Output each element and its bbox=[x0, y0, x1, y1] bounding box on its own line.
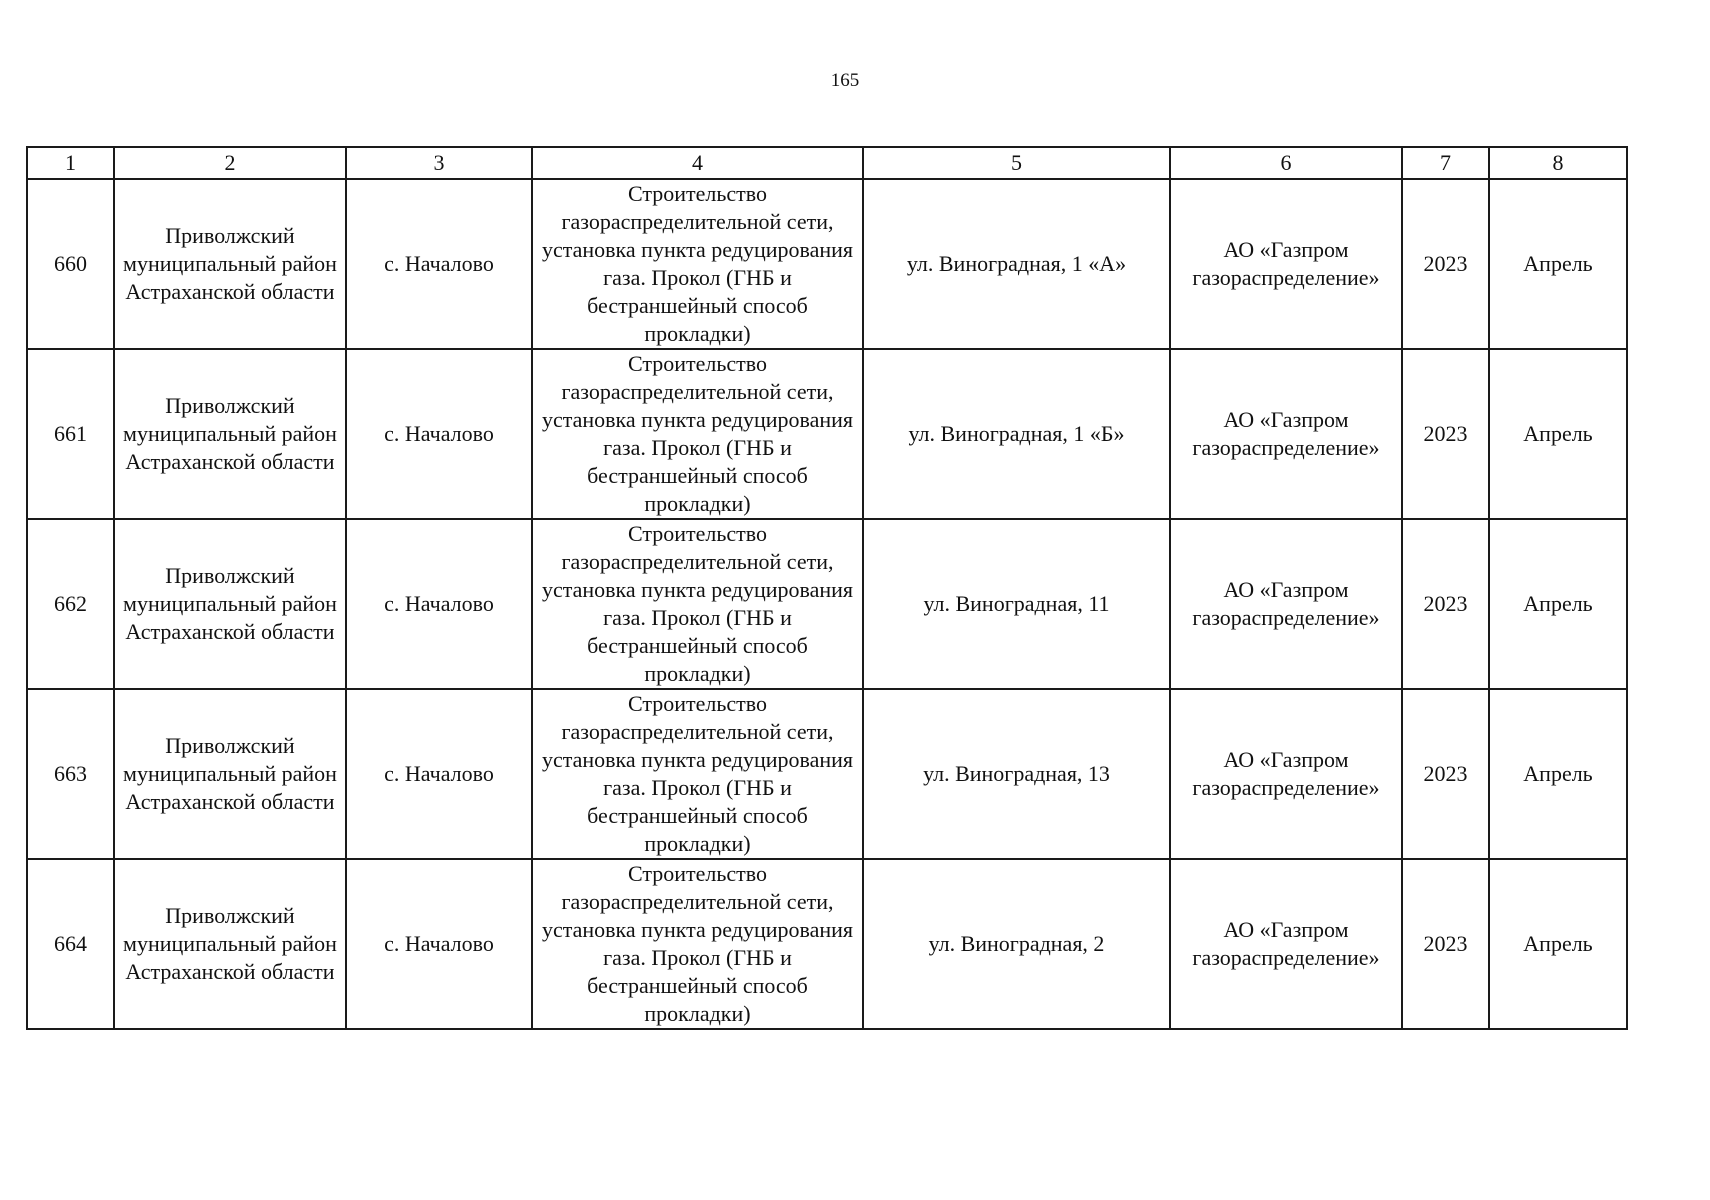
cell-work: Строительство газораспределительной сети, установка пункта редуцирования газа. Прокол (ГНБ и бестраншейный способ прокладки) bbox=[532, 519, 863, 689]
cell-settlement: с. Началово bbox=[346, 859, 532, 1029]
cell-settlement: с. Началово bbox=[346, 689, 532, 859]
cell-address: ул. Виноградная, 2 bbox=[863, 859, 1170, 1029]
cell-district: Приволжский муниципальный район Астраханской области bbox=[114, 689, 346, 859]
cell-year: 2023 bbox=[1402, 519, 1489, 689]
cell-number: 663 bbox=[27, 689, 114, 859]
cell-settlement: с. Началово bbox=[346, 519, 532, 689]
cell-address: ул. Виноградная, 13 bbox=[863, 689, 1170, 859]
cell-work: Строительство газораспределительной сети, установка пункта редуцирования газа. Прокол (ГНБ и бестраншейный способ прокладки) bbox=[532, 859, 863, 1029]
cell-month: Апрель bbox=[1489, 179, 1627, 349]
cell-organization: АО «Газпром газораспределение» bbox=[1170, 689, 1402, 859]
cell-district: Приволжский муниципальный район Астраханской области bbox=[114, 519, 346, 689]
cell-address: ул. Виноградная, 1 «А» bbox=[863, 179, 1170, 349]
cell-year: 2023 bbox=[1402, 689, 1489, 859]
cell-organization: АО «Газпром газораспределение» bbox=[1170, 519, 1402, 689]
table-row bbox=[27, 859, 1627, 1029]
column-header-3: 3 bbox=[346, 147, 532, 179]
table-row bbox=[27, 179, 1627, 349]
cell-month: Апрель bbox=[1489, 519, 1627, 689]
cell-month: Апрель bbox=[1489, 859, 1627, 1029]
column-header-4: 4 bbox=[532, 147, 863, 179]
cell-address: ул. Виноградная, 11 bbox=[863, 519, 1170, 689]
cell-district: Приволжский муниципальный район Астраханской области bbox=[114, 179, 346, 349]
table-row bbox=[27, 519, 1627, 689]
cell-work: Строительство газораспределительной сети, установка пункта редуцирования газа. Прокол (ГНБ и бестраншейный способ прокладки) bbox=[532, 689, 863, 859]
cell-settlement: с. Началово bbox=[346, 179, 532, 349]
cell-month: Апрель bbox=[1489, 349, 1627, 519]
column-header-7: 7 bbox=[1402, 147, 1489, 179]
cell-address: ул. Виноградная, 1 «Б» bbox=[863, 349, 1170, 519]
cell-settlement: с. Началово bbox=[346, 349, 532, 519]
cell-work: Строительство газораспределительной сети, установка пункта редуцирования газа. Прокол (ГНБ и бестраншейный способ прокладки) bbox=[532, 179, 863, 349]
cell-year: 2023 bbox=[1402, 179, 1489, 349]
cell-month: Апрель bbox=[1489, 689, 1627, 859]
cell-work: Строительство газораспределительной сети, установка пункта редуцирования газа. Прокол (ГНБ и бестраншейный способ прокладки) bbox=[532, 349, 863, 519]
header-row bbox=[27, 147, 1627, 179]
cell-organization: АО «Газпром газораспределение» bbox=[1170, 179, 1402, 349]
cell-number: 662 bbox=[27, 519, 114, 689]
cell-year: 2023 bbox=[1402, 859, 1489, 1029]
cell-number: 660 bbox=[27, 179, 114, 349]
table-row bbox=[27, 349, 1627, 519]
page-number: 165 bbox=[830, 70, 860, 91]
cell-number: 661 bbox=[27, 349, 114, 519]
column-header-1: 1 bbox=[27, 147, 114, 179]
cell-district: Приволжский муниципальный район Астраханской области bbox=[114, 349, 346, 519]
table-row bbox=[27, 689, 1627, 859]
column-header-2: 2 bbox=[114, 147, 346, 179]
column-header-5: 5 bbox=[863, 147, 1170, 179]
data-table-container bbox=[26, 146, 1626, 1030]
cell-organization: АО «Газпром газораспределение» bbox=[1170, 859, 1402, 1029]
column-header-6: 6 bbox=[1170, 147, 1402, 179]
cell-number: 664 bbox=[27, 859, 114, 1029]
table-header bbox=[27, 147, 1627, 179]
column-header-8: 8 bbox=[1489, 147, 1627, 179]
cell-organization: АО «Газпром газораспределение» bbox=[1170, 349, 1402, 519]
table-body bbox=[27, 179, 1627, 1029]
cell-district: Приволжский муниципальный район Астраханской области bbox=[114, 859, 346, 1029]
data-table bbox=[26, 146, 1628, 1030]
cell-year: 2023 bbox=[1402, 349, 1489, 519]
